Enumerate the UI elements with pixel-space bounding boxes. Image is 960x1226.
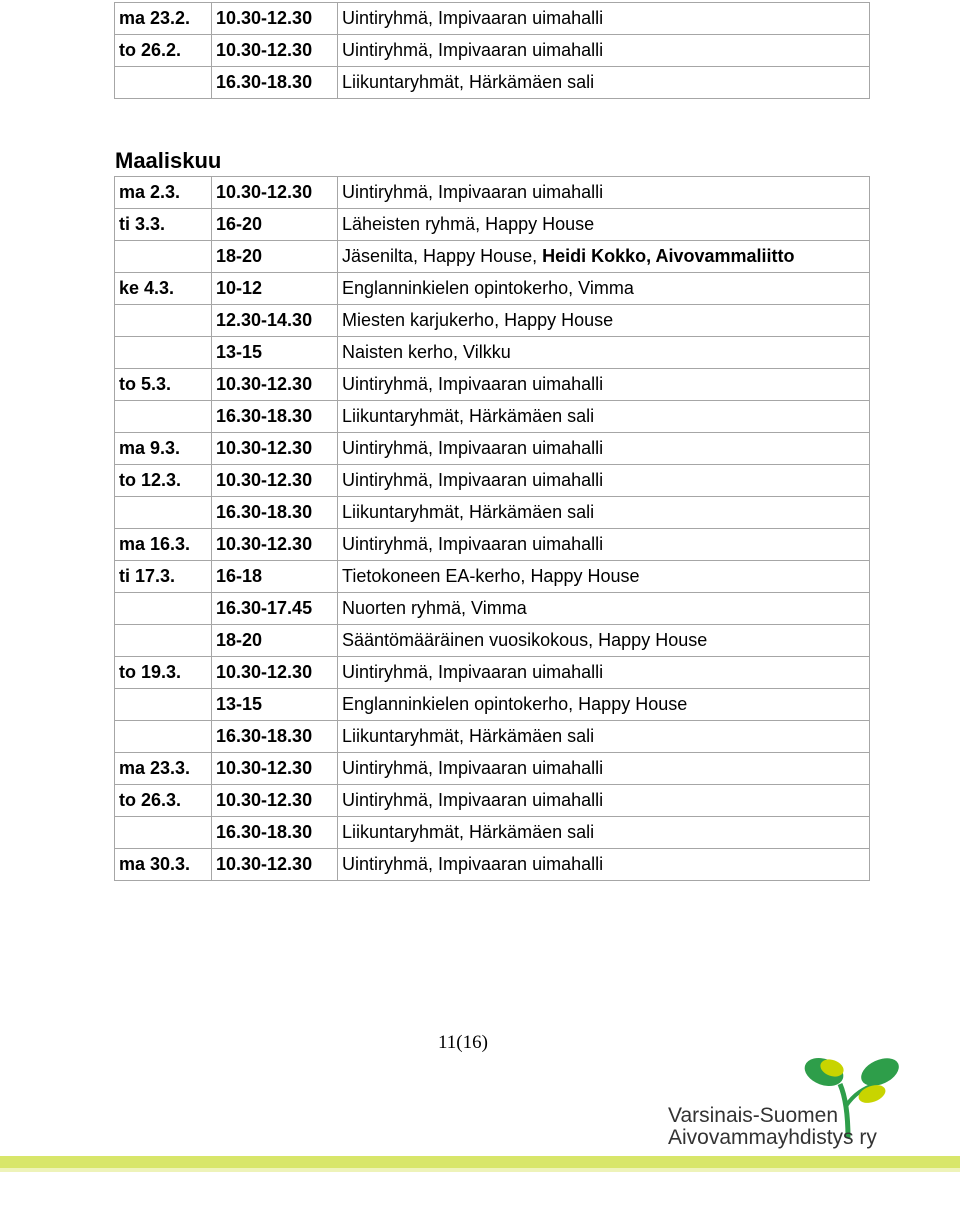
activity-cell <box>338 337 870 369</box>
activity-cell <box>338 689 870 721</box>
day-cell <box>115 67 212 99</box>
table-row <box>115 529 870 561</box>
time-cell: 16.30-18.30 <box>212 721 338 753</box>
time-cell: 10.30-12.30 <box>212 369 338 401</box>
activity-cell <box>338 593 870 625</box>
time-cell: 16.30-18.30 <box>212 401 338 433</box>
activity-text: Uintiryhmä, Impivaaran uimahalli <box>342 470 604 490</box>
time-cell: 10.30-12.30 <box>212 849 338 881</box>
time-cell: 10.30-12.30 <box>212 3 338 35</box>
activity-text: Liikuntaryhmät, Härkämäen sali <box>342 72 595 92</box>
activity-text: Uintiryhmä, Impivaaran uimahalli <box>342 182 604 202</box>
time-cell: 10.30-12.30 <box>212 657 338 689</box>
activity-text: Sääntömääräinen vuosikokous, Happy House <box>342 630 708 650</box>
table-row <box>115 369 870 401</box>
table-row <box>115 35 870 67</box>
day-cell <box>115 689 212 721</box>
day-cell: ti 17.3. <box>115 561 212 593</box>
logo-text-line2: Aivovammayhdistys ry <box>668 1126 877 1149</box>
activity-highlight: Heidi Kokko, Aivovammaliitto <box>542 246 795 266</box>
day-cell: to 26.3. <box>115 785 212 817</box>
activity-cell <box>338 529 870 561</box>
day-cell: to 5.3. <box>115 369 212 401</box>
activity-cell <box>338 657 870 689</box>
day-cell: to 26.2. <box>115 35 212 67</box>
table-row <box>115 497 870 529</box>
activity-text: Uintiryhmä, Impivaaran uimahalli <box>342 438 604 458</box>
table-row <box>115 209 870 241</box>
activity-text: Miesten karjukerho, Happy House <box>342 310 614 330</box>
table-row <box>115 465 870 497</box>
day-cell <box>115 721 212 753</box>
activity-cell <box>338 273 870 305</box>
time-cell: 16.30-18.30 <box>212 67 338 99</box>
time-cell: 10.30-12.30 <box>212 785 338 817</box>
activity-cell <box>338 785 870 817</box>
time-cell: 13-15 <box>212 337 338 369</box>
activity-cell <box>338 753 870 785</box>
activity-cell <box>338 849 870 881</box>
footer-bar <box>0 1156 960 1168</box>
activity-cell <box>338 497 870 529</box>
activity-cell <box>338 209 870 241</box>
time-cell: 18-20 <box>212 241 338 273</box>
activity-text: Uintiryhmä, Impivaaran uimahalli <box>342 854 604 874</box>
time-cell: 18-20 <box>212 625 338 657</box>
activity-text: Englanninkielen opintokerho, Vimma <box>342 278 634 298</box>
time-cell: 12.30-14.30 <box>212 305 338 337</box>
activity-text: Uintiryhmä, Impivaaran uimahalli <box>342 662 604 682</box>
activity-text: Uintiryhmä, Impivaaran uimahalli <box>342 40 604 60</box>
activity-text: Uintiryhmä, Impivaaran uimahalli <box>342 758 604 778</box>
activity-cell <box>338 3 870 35</box>
table-row <box>115 849 870 881</box>
time-cell: 10.30-12.30 <box>212 529 338 561</box>
day-cell <box>115 305 212 337</box>
table-row <box>115 561 870 593</box>
day-cell: ti 3.3. <box>115 209 212 241</box>
day-cell: ma 2.3. <box>115 177 212 209</box>
time-cell: 10-12 <box>212 273 338 305</box>
activity-cell <box>338 561 870 593</box>
day-cell <box>115 337 212 369</box>
activity-cell <box>338 67 870 99</box>
time-cell: 16-20 <box>212 209 338 241</box>
time-cell: 10.30-12.30 <box>212 177 338 209</box>
footer-bar-light <box>0 1168 960 1172</box>
activity-text: Tietokoneen EA-kerho, Happy House <box>342 566 640 586</box>
day-cell: ke 4.3. <box>115 273 212 305</box>
activity-cell <box>338 721 870 753</box>
table-row <box>115 401 870 433</box>
schedule-table-february <box>114 2 870 99</box>
day-cell <box>115 241 212 273</box>
activity-cell <box>338 817 870 849</box>
time-cell: 13-15 <box>212 689 338 721</box>
day-cell: ma 23.2. <box>115 3 212 35</box>
activity-cell <box>338 305 870 337</box>
page-number: 11(16) <box>438 1032 488 1053</box>
table-row <box>115 3 870 35</box>
table-row <box>115 817 870 849</box>
day-cell: to 19.3. <box>115 657 212 689</box>
time-cell: 16-18 <box>212 561 338 593</box>
activity-cell <box>338 401 870 433</box>
time-cell: 10.30-12.30 <box>212 35 338 67</box>
day-cell <box>115 817 212 849</box>
table-row <box>115 67 870 99</box>
activity-cell <box>338 177 870 209</box>
activity-text: Naisten kerho, Vilkku <box>342 342 511 362</box>
schedule-table-march <box>114 176 870 881</box>
table-row <box>115 433 870 465</box>
activity-cell <box>338 35 870 67</box>
day-cell: ma 9.3. <box>115 433 212 465</box>
activity-text: Uintiryhmä, Impivaaran uimahalli <box>342 790 604 810</box>
day-cell <box>115 625 212 657</box>
activity-cell <box>338 369 870 401</box>
activity-text: Uintiryhmä, Impivaaran uimahalli <box>342 8 604 28</box>
activity-text: Nuorten ryhmä, Vimma <box>342 598 527 618</box>
table-row <box>115 689 870 721</box>
time-cell: 10.30-12.30 <box>212 433 338 465</box>
activity-cell <box>338 433 870 465</box>
day-cell <box>115 593 212 625</box>
activity-text: Liikuntaryhmät, Härkämäen sali <box>342 726 595 746</box>
day-cell: ma 30.3. <box>115 849 212 881</box>
table-row <box>115 593 870 625</box>
activity-cell <box>338 241 870 273</box>
table-row <box>115 721 870 753</box>
time-cell: 16.30-18.30 <box>212 497 338 529</box>
month-heading: Maaliskuu <box>115 148 222 173</box>
day-cell <box>115 401 212 433</box>
table-row <box>115 657 870 689</box>
table-row <box>115 785 870 817</box>
day-cell: to 12.3. <box>115 465 212 497</box>
activity-cell <box>338 625 870 657</box>
table-row <box>115 625 870 657</box>
table-row <box>115 241 870 273</box>
day-cell: ma 16.3. <box>115 529 212 561</box>
activity-text: Liikuntaryhmät, Härkämäen sali <box>342 502 595 522</box>
activity-text: Uintiryhmä, Impivaaran uimahalli <box>342 534 604 554</box>
time-cell: 16.30-17.45 <box>212 593 338 625</box>
table-row <box>115 177 870 209</box>
day-cell <box>115 497 212 529</box>
activity-text: Uintiryhmä, Impivaaran uimahalli <box>342 374 604 394</box>
activity-cell <box>338 465 870 497</box>
table-row <box>115 337 870 369</box>
day-cell: ma 23.3. <box>115 753 212 785</box>
table-row <box>115 305 870 337</box>
table-row <box>115 753 870 785</box>
activity-text: Liikuntaryhmät, Härkämäen sali <box>342 406 595 426</box>
time-cell: 16.30-18.30 <box>212 817 338 849</box>
table-row <box>115 273 870 305</box>
time-cell: 10.30-12.30 <box>212 753 338 785</box>
logo-text-line1: Varsinais-Suomen <box>668 1104 839 1127</box>
time-cell: 10.30-12.30 <box>212 465 338 497</box>
activity-text: Englanninkielen opintokerho, Happy House <box>342 694 688 714</box>
organization-logo <box>662 1050 892 1150</box>
activity-text: Liikuntaryhmät, Härkämäen sali <box>342 822 595 842</box>
activity-text: Läheisten ryhmä, Happy House <box>342 214 595 234</box>
activity-text: Jäsenilta, Happy House, <box>342 246 543 266</box>
